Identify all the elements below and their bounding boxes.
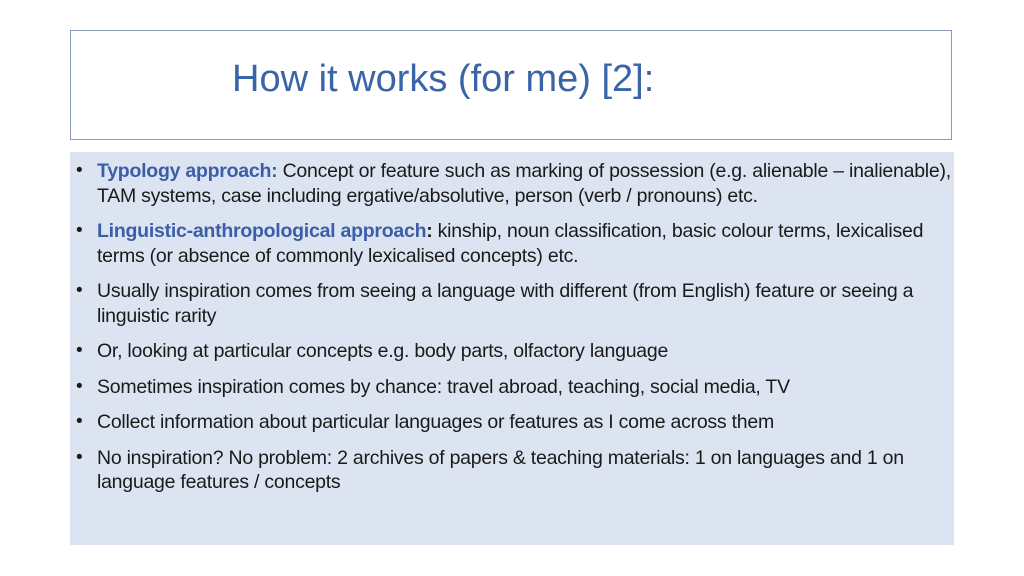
bullet-lead: Typology approach: (97, 160, 278, 182)
bullet-item-concepts (76, 339, 952, 364)
bullet-list (76, 159, 952, 506)
bullet-text: Concept or feature such as marking of possession (e.g. alienable – inalienable), TAM systems, case including ergative/absolutive, person (verb / pronouns) etc. (97, 160, 951, 207)
bullet-item-typology (76, 159, 952, 208)
bullet-text: Or, looking at particular concepts e.g. body parts, olfactory language (97, 340, 669, 362)
bullet-item-linguistic-anthropological (76, 219, 952, 268)
bullet-item-chance (76, 375, 952, 400)
bullet-dot-icon: • (76, 375, 83, 397)
bullet-text: Usually inspiration comes from seeing a language with different (from English) feature or seeing a linguistic rarity (97, 280, 914, 327)
bullet-dot-icon: • (76, 160, 83, 181)
bullet-text: No inspiration? No problem: 2 archives of papers & teaching materials: 1 on languages and 1 on language features / concepts (97, 446, 904, 493)
bullet-dot-icon: • (76, 280, 83, 301)
content-panel (70, 152, 954, 545)
bullet-text: Collect information about particular languages or features as I come across them (97, 411, 774, 433)
bullet-item-collect (76, 410, 952, 435)
bullet-dot-icon: • (76, 446, 83, 468)
bullet-lead: Linguistic-anthropological approach (97, 220, 427, 242)
bullet-dot-icon: • (76, 411, 83, 432)
slide-title: How it works (for me) [2]: (232, 58, 655, 100)
bullet-dot-icon: • (76, 220, 83, 241)
bullet-text: Sometimes inspiration comes by chance: travel abroad, teaching, social media, TV (97, 375, 790, 398)
bullet-colon: : (426, 220, 433, 242)
bullet-item-inspiration (76, 279, 952, 328)
bullet-item-archives (76, 446, 952, 495)
bullet-text: kinship, noun classification, basic colour terms, lexicalised terms (or absence of commonly lexicalised concepts) etc. (97, 220, 924, 267)
bullet-dot-icon: • (76, 340, 83, 361)
